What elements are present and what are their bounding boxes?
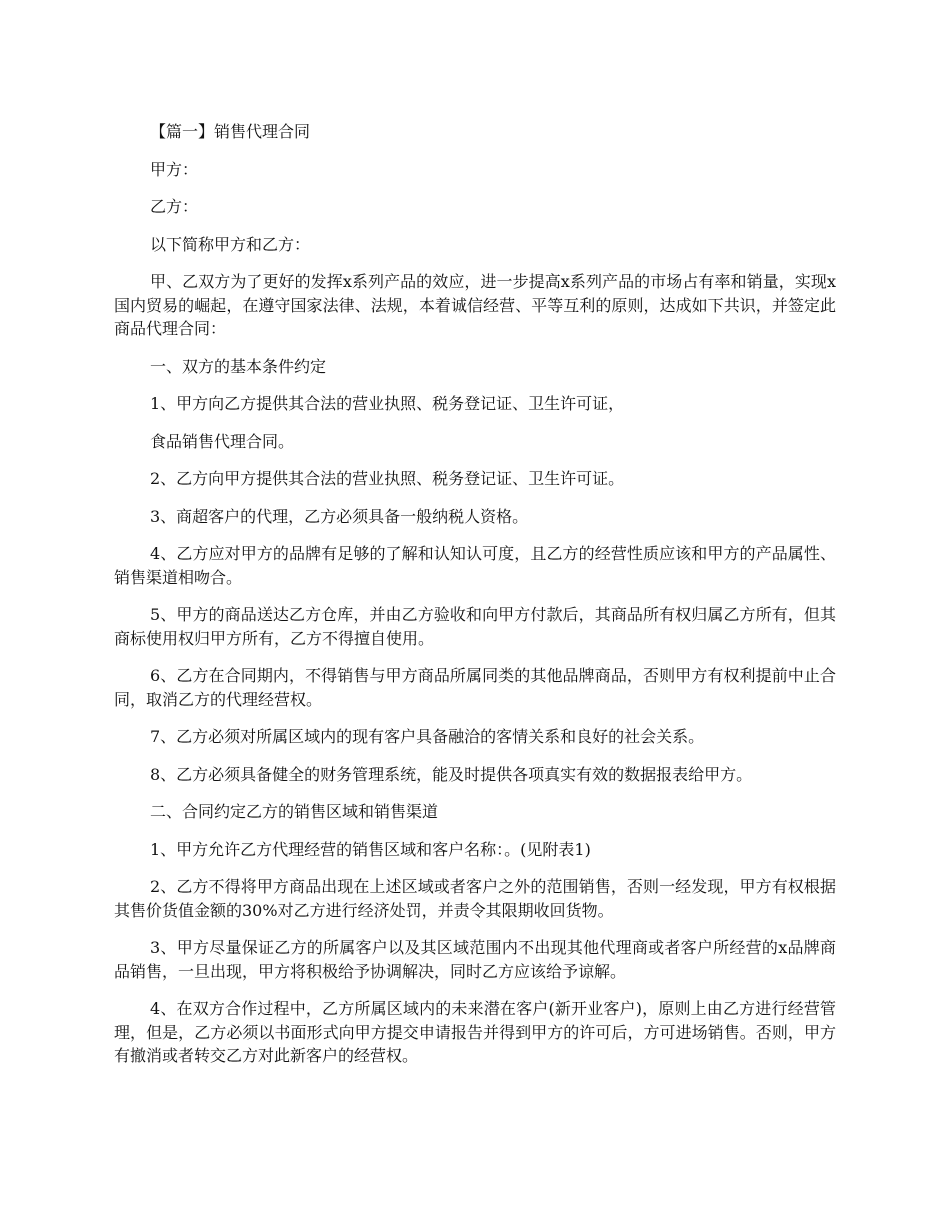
clause-1-3: 3、商超客户的代理，乙方必须具备一般纳税人资格。 — [150, 506, 529, 526]
clause-1-5: 5、甲方的商品送达乙方仓库，并由乙方验收和向甲方付款后，其商品所有权归属乙方所有，但其商标使用权归甲方所有，乙方不得擅自使用。 — [114, 605, 836, 648]
clause-2-4: 4、在双方合作过程中，乙方所属区域内的未来潜在客户(新开业客户)，原则上由乙方进行经营管理，但是，乙方必须以书面形式向甲方提交申请报告并得到甲方的许可后，方可进场销售。否则，甲方有撤消或者转交乙方对此新客户的经营权。 — [114, 999, 836, 1065]
clause-2-3: 3、甲方尽量保证乙方的所属客户以及其区域范围内不出现其他代理商或者客户所经营的x品牌商品销售，一旦出现，甲方将积极给予协调解决，同时乙方应该给予谅解。 — [114, 938, 836, 981]
clause-1-8: 8、乙方必须具备健全的财务管理系统，能及时提供各项真实有效的数据报表给甲方。 — [150, 764, 753, 784]
clause-1-4: 4、乙方应对甲方的品牌有足够的了解和认知认可度，且乙方的经营性质应该和甲方的产品属性、销售渠道相吻合。 — [114, 544, 836, 587]
preamble-paragraph: 甲、乙双方为了更好的发挥x系列产品的效应，进一步提高x系列产品的市场占有率和销量，实现x国内贸易的崛起，在遵守国家法律、法规，本着诚信经营、平等互利的原则，达成如下共识，并签定此商品代理合同： — [114, 272, 836, 338]
clause-1-7: 7、乙方必须对所属区域内的现有客户具备融洽的客情关系和良好的社会关系。 — [150, 727, 705, 746]
clause-1-2: 2、乙方向甲方提供其合法的营业执照、税务登记证、卫生许可证。 — [150, 469, 625, 488]
clause-2-1: 1、甲方允许乙方代理经营的销售区域和客户名称：。(见附表1) — [150, 839, 591, 859]
article-two-heading: 二、合同约定乙方的销售区域和销售渠道 — [150, 802, 439, 821]
clause-1-1: 1、甲方向乙方提供其合法的营业执照、税务登记证、卫生许可证， — [150, 394, 625, 413]
clause-2-2: 2、乙方不得将甲方商品出现在上述区域或者客户之外的范围销售，否则一经发现，甲方有权根据其售价货值金额的30%对乙方进行经济处罚，并责令其限期收回货物。 — [114, 877, 836, 920]
party-b-line: 乙方： — [150, 197, 199, 216]
section-heading: 【篇一】销售代理合同 — [150, 122, 311, 141]
party-a-line: 甲方： — [150, 159, 199, 179]
document-page — [114, 120, 836, 1068]
article-one-heading: 一、双方的基本条件约定 — [150, 356, 327, 376]
parties-intro: 以下简称甲方和乙方： — [150, 234, 311, 254]
clause-1-6: 6、乙方在合同期内，不得销售与甲方商品所属同类的其他品牌商品，否则甲方有权利提前中止合同，取消乙方的代理经营权。 — [114, 666, 836, 709]
clause-1-1-continued: 食品销售代理合同。 — [150, 431, 295, 451]
